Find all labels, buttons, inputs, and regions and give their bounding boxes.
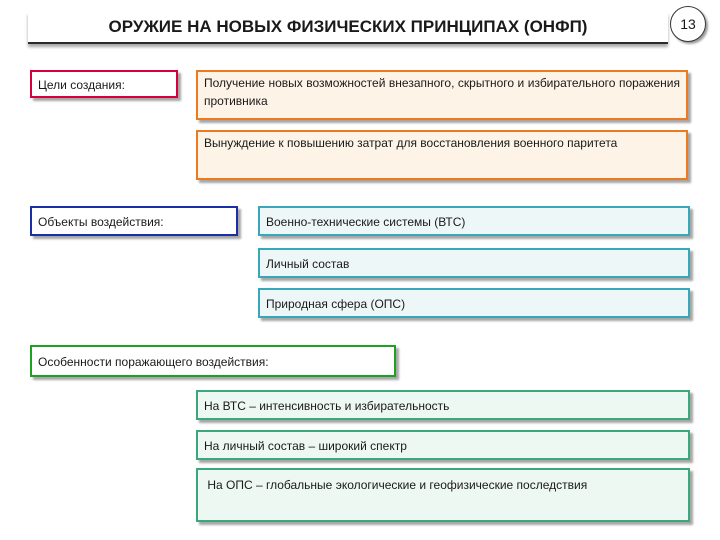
targets-label: Объекты воздействия: bbox=[30, 206, 238, 236]
target-item-3: Природная сфера (ОПС) bbox=[258, 288, 690, 318]
goal-item-1: Получение новых возможностей внезапного, скрытного и избирательного поражения противника bbox=[196, 70, 688, 120]
page-title: ОРУЖИЕ НА НОВЫХ ФИЗИЧЕСКИХ ПРИНЦИПАХ (ОНФП) bbox=[28, 12, 668, 44]
page-number: 13 bbox=[670, 6, 706, 42]
feature-item-1: На ВТС – интенсивность и избирательность bbox=[196, 390, 690, 420]
feature-item-3: На ОПС – глобальные экологические и геофизические последствия bbox=[196, 468, 690, 522]
features-label: Особенности поражающего воздействия: bbox=[30, 345, 396, 377]
target-item-2: Личный состав bbox=[258, 248, 690, 278]
goals-label: Цели создания: bbox=[30, 70, 178, 98]
feature-item-2: На личный состав – широкий спектр bbox=[196, 430, 690, 460]
target-item-1: Военно-технические системы (ВТС) bbox=[258, 206, 690, 236]
goal-item-2: Вынуждение к повышению затрат для восстановления военного паритета bbox=[196, 130, 688, 180]
